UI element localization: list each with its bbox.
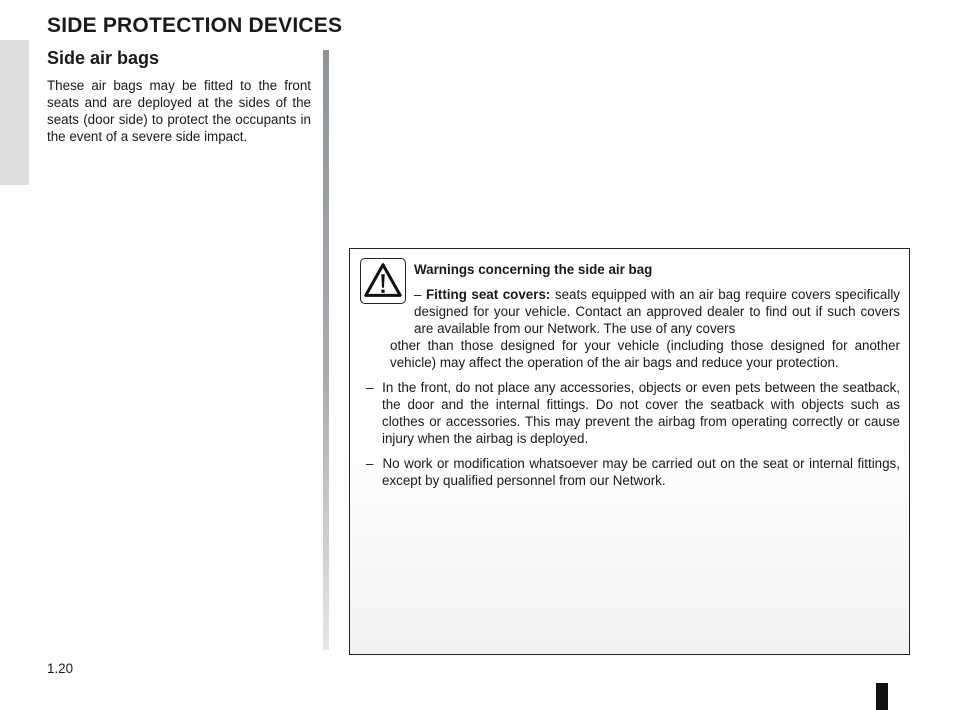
warning-item-dash: – (366, 456, 374, 471)
warning-item-text: seats equipped with an air bag require covers specifically designed for your vehicle. Contact an approved dealer to find out if such covers are available from our Network. The use of any covers (414, 287, 900, 336)
warning-item-text-continued: other than those designed for your vehicle (including those designed for another vehicle) may affect the operation of the air bags and reduce your protection. (390, 338, 900, 370)
warning-box (349, 248, 910, 655)
corner-mark (876, 683, 888, 710)
column-divider (323, 50, 329, 650)
page-title: SIDE PROTECTION DEVICES (47, 14, 343, 37)
warning-item-dash: – (414, 287, 422, 302)
warning-item-text: In the front, do not place any accessories, objects or even pets between the seatback, the door and the internal fittings. Do not cover the seatback with objects such as clothes or accessories. This may prevent the airbag from operating correctly or cause injury when the airbag is deployed. (382, 380, 900, 446)
warning-item-text: No work or modification whatsoever may be carried out on the seat or internal fittings, except by qualified personnel from our Network. (382, 456, 900, 488)
warning-item-modification (366, 455, 900, 489)
page-number: 1.20 (47, 661, 74, 676)
warning-item-seat-covers (390, 286, 900, 371)
warning-title: Warnings concerning the side air bag (414, 262, 653, 277)
section-heading: Side air bags (47, 48, 160, 68)
section-body: These air bags may be fitted to the front seats and are deployed at the sides of the seats (door side) to protect the occupants in the event of a severe side impact. (47, 78, 311, 144)
side-air-bags-section (47, 48, 311, 145)
warning-item-dash: – (366, 380, 374, 395)
warning-item-lead: Fitting seat covers: (425, 287, 551, 302)
warning-content (366, 261, 900, 497)
warning-item-front-objects (366, 379, 900, 447)
chapter-tab (0, 40, 29, 185)
